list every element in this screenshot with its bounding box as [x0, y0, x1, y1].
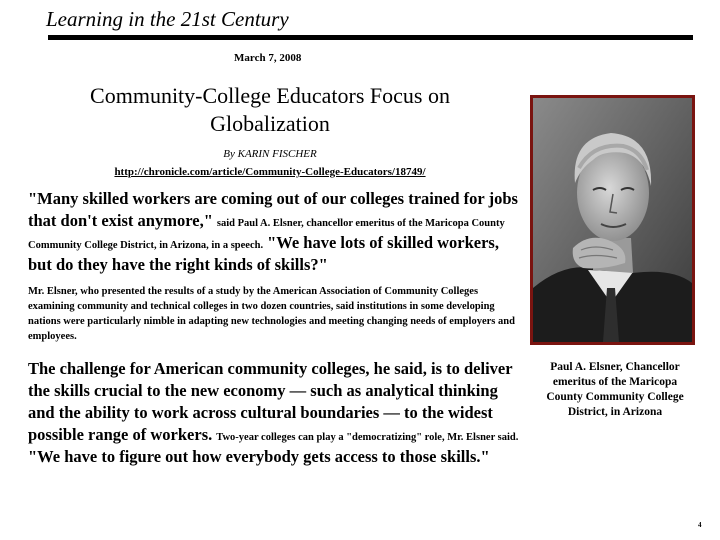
- page-number: 4: [698, 521, 702, 529]
- article-headline: Community-College Educators Focus on Globalization: [90, 83, 450, 136]
- portrait-photo: [533, 98, 692, 342]
- header-title: Learning in the 21st Century: [46, 7, 289, 31]
- photo-caption: Paul A. Elsner, Chancellor emeritus of the Maricopa County Community College District, in Arizona: [546, 361, 684, 418]
- paragraph-1: [28, 188, 520, 276]
- access-quote: "We have to figure out how everybody gets access to those skills.": [28, 447, 490, 466]
- header-rule: [48, 35, 693, 40]
- article-body: [28, 188, 520, 468]
- article-link[interactable]: http://chronicle.com/article/Community-College-Educators/18749/: [114, 166, 426, 178]
- quote-1: "Many skilled workers are coming out of our colleges trained for jobs that don't exist anymore,": [28, 189, 518, 230]
- quote-2: "We have lots of skilled workers, but do they have the right kinds of skills?": [28, 233, 499, 274]
- attribution: said Paul A. Elsner, chancellor emeritus of the Maricopa County Community College District, in Arizona, in a speech.: [28, 218, 505, 251]
- challenge-text: The challenge for American community colleges, he said, is to deliver the skills crucial to the new economy — such as analytical thinking and the ability to work across cultural boundaries — to the widest possible range of workers.: [28, 359, 513, 444]
- democratizing-text: Two-year colleges can play a "democratizing" role, Mr. Elsner said.: [216, 432, 519, 443]
- portrait-frame: [530, 95, 695, 345]
- article-date: March 7, 2008: [234, 52, 302, 64]
- paragraph-2: Mr. Elsner, who presented the results of a study by the American Association of Community Colleges examining community and technical colleges in two dozen countries, said institutions in some developing nations were particularly nimble in adapting new technologies and meeting changing needs of employers and employees.: [28, 286, 515, 342]
- article-byline: By KARIN FISCHER: [223, 148, 317, 160]
- paragraph-3: [28, 358, 520, 468]
